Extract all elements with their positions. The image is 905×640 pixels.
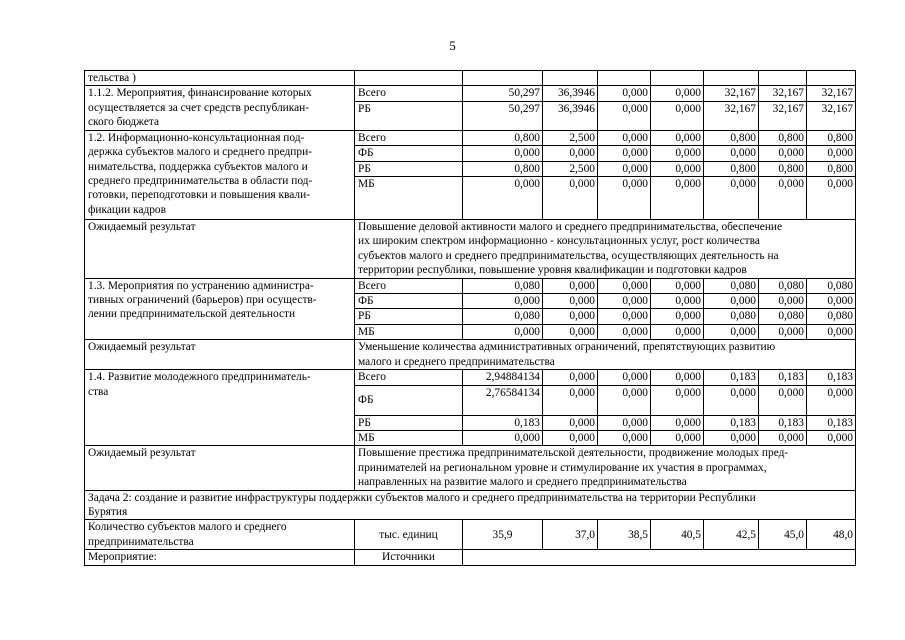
value-cell: 0,000 bbox=[598, 430, 651, 445]
value-cell: 0,000 bbox=[651, 415, 704, 430]
value-cell: 2,76584134 bbox=[463, 385, 543, 415]
unit-cell: тыс. единиц bbox=[355, 520, 463, 550]
value-cell: 0,000 bbox=[651, 385, 704, 415]
value-cell: 0,000 bbox=[704, 146, 759, 161]
value-cell: 0,000 bbox=[463, 177, 543, 220]
value-cell: 50,297 bbox=[463, 101, 543, 130]
source-cell: МБ bbox=[355, 177, 463, 220]
value-cell: 0,000 bbox=[759, 177, 807, 220]
row-label: тельства ) bbox=[85, 71, 355, 86]
value-cell: 0,000 bbox=[704, 294, 759, 309]
value-cell: 0,000 bbox=[807, 430, 856, 445]
source-cell: Всего bbox=[355, 86, 463, 101]
source-cell: МБ bbox=[355, 324, 463, 339]
value-cell: 0,080 bbox=[807, 309, 856, 324]
table-row bbox=[85, 71, 856, 86]
value-cell: 0,000 bbox=[651, 161, 704, 176]
value-cell: 0,000 bbox=[463, 294, 543, 309]
expected-text: Повышение престижа предпринимательской деятельности, продвижение молодых пред- принимателей на региональном уровне и стимулирование их участия в программах, направленных на развитие малого и среднего предпринимательства bbox=[355, 446, 856, 490]
source-cell: МБ bbox=[355, 430, 463, 445]
indicator-label: Количество субъектов малого и среднего предпринимательства bbox=[85, 520, 355, 550]
row-label: 1.1.2. Мероприятия, финансирование которых осуществляется за счет средств республикан- ского бюджета bbox=[85, 86, 355, 130]
value-cell: 0,000 bbox=[704, 324, 759, 339]
value-cell: 0,800 bbox=[759, 161, 807, 176]
value-cell: 0,000 bbox=[543, 278, 598, 293]
source-cell: РБ bbox=[355, 309, 463, 324]
expected-label: Ожидаемый результат bbox=[85, 220, 355, 279]
value-cell: 0,000 bbox=[543, 370, 598, 385]
value-cell: 0,000 bbox=[598, 161, 651, 176]
value-cell: 0,000 bbox=[543, 430, 598, 445]
value-cell: 0,080 bbox=[759, 309, 807, 324]
value-cell: 0,000 bbox=[651, 101, 704, 130]
source-cell: ФБ bbox=[355, 385, 463, 415]
value-cell: 0,000 bbox=[543, 294, 598, 309]
table-row bbox=[85, 490, 856, 520]
value-cell: 36,3946 bbox=[543, 101, 598, 130]
value-cell: 0,000 bbox=[598, 177, 651, 220]
value-cell: 32,167 bbox=[807, 86, 856, 101]
value-cell: 0,000 bbox=[463, 430, 543, 445]
value-cell: 0,000 bbox=[807, 294, 856, 309]
table-row bbox=[85, 130, 856, 145]
value-cell: 0,080 bbox=[463, 278, 543, 293]
table-row bbox=[85, 446, 856, 490]
value-cell: 0,000 bbox=[598, 324, 651, 339]
value-cell: 0,000 bbox=[598, 294, 651, 309]
value-cell: 0,000 bbox=[651, 324, 704, 339]
value-cell: 0,183 bbox=[704, 415, 759, 430]
source-cell: Всего bbox=[355, 278, 463, 293]
value-cell: 32,167 bbox=[759, 101, 807, 130]
value-cell: 0,080 bbox=[704, 309, 759, 324]
value-cell: 32,167 bbox=[807, 101, 856, 130]
value-cell: 0,800 bbox=[807, 130, 856, 145]
value-cell: 0,000 bbox=[651, 294, 704, 309]
value-cell: 0,000 bbox=[463, 146, 543, 161]
value-cell: 0,000 bbox=[598, 86, 651, 101]
value-cell: 36,3946 bbox=[543, 86, 598, 101]
value-cell: 42,5 bbox=[704, 520, 759, 550]
expected-text: Уменьшение количества административных ограничений, препятствующих развитию малого и среднего предпринимательства bbox=[355, 340, 856, 370]
value-cell: 0,183 bbox=[807, 370, 856, 385]
value-cell: 0,800 bbox=[704, 130, 759, 145]
value-cell: 0,000 bbox=[543, 415, 598, 430]
source-cell: РБ bbox=[355, 415, 463, 430]
value-cell: 0,000 bbox=[651, 130, 704, 145]
value-cell: 0,000 bbox=[704, 177, 759, 220]
value-cell: 0,000 bbox=[543, 385, 598, 415]
value-cell: 0,000 bbox=[759, 430, 807, 445]
value-cell: 0,183 bbox=[759, 415, 807, 430]
value-cell: 0,000 bbox=[759, 294, 807, 309]
value-cell: 50,297 bbox=[463, 86, 543, 101]
value-cell: 0,800 bbox=[463, 161, 543, 176]
value-cell: 0,000 bbox=[543, 309, 598, 324]
row-label: 1.2. Информационно-консультационная под- держка субъектов малого и среднего предпри- нимательства, поддержка субъектов малого и среднего предпринимательства в области под- готовки, переподготовки и повышения квали- фикации кадров bbox=[85, 130, 355, 219]
value-cell: 0,800 bbox=[463, 130, 543, 145]
value-cell: 0,000 bbox=[759, 324, 807, 339]
expected-label: Ожидаемый результат bbox=[85, 340, 355, 370]
value-cell: 32,167 bbox=[759, 86, 807, 101]
value-cell: 37,0 bbox=[543, 520, 598, 550]
program-table bbox=[84, 70, 856, 566]
value-cell: 0,000 bbox=[807, 177, 856, 220]
value-cell: 0,000 bbox=[598, 415, 651, 430]
value-cell: 0,000 bbox=[598, 309, 651, 324]
value-cell: 0,183 bbox=[759, 370, 807, 385]
value-cell: 0,000 bbox=[651, 86, 704, 101]
value-cell: 32,167 bbox=[704, 101, 759, 130]
source-cell: ФБ bbox=[355, 146, 463, 161]
source-cell: Всего bbox=[355, 130, 463, 145]
value-cell: 32,167 bbox=[704, 86, 759, 101]
source-cell: РБ bbox=[355, 101, 463, 130]
value-cell: 0,000 bbox=[651, 177, 704, 220]
value-cell: 0,080 bbox=[463, 309, 543, 324]
table-row bbox=[85, 220, 856, 279]
value-cell: 0,800 bbox=[759, 130, 807, 145]
value-cell: 0,080 bbox=[704, 278, 759, 293]
value-cell: 0,000 bbox=[598, 146, 651, 161]
value-cell: 0,000 bbox=[651, 278, 704, 293]
value-cell: 0,000 bbox=[598, 278, 651, 293]
value-cell: 0,000 bbox=[651, 309, 704, 324]
source-cell: ФБ bbox=[355, 294, 463, 309]
value-cell: 0,000 bbox=[651, 370, 704, 385]
value-cell: 0,800 bbox=[704, 161, 759, 176]
expected-label: Ожидаемый результат bbox=[85, 446, 355, 490]
value-cell: 38,5 bbox=[598, 520, 651, 550]
task-heading: Задача 2: создание и развитие инфраструктуры поддержки субъектов малого и среднего предпринимательства на территории Республики Бурятия bbox=[85, 490, 856, 520]
value-cell: 0,000 bbox=[598, 101, 651, 130]
table-row bbox=[85, 86, 856, 101]
source-cell: РБ bbox=[355, 161, 463, 176]
value-cell: 0,183 bbox=[463, 415, 543, 430]
table-row bbox=[85, 370, 856, 385]
value-cell: 0,000 bbox=[543, 146, 598, 161]
value-cell: 2,500 bbox=[543, 130, 598, 145]
value-cell: 0,000 bbox=[704, 430, 759, 445]
value-cell: 2,500 bbox=[543, 161, 598, 176]
value-cell: 0,000 bbox=[651, 146, 704, 161]
row-label: Мероприятие: bbox=[85, 550, 355, 565]
value-cell: 0,000 bbox=[759, 146, 807, 161]
value-cell: 0,000 bbox=[651, 430, 704, 445]
value-cell: 0,000 bbox=[759, 385, 807, 415]
table-row bbox=[85, 340, 856, 370]
value-cell: 0,000 bbox=[598, 130, 651, 145]
table-row bbox=[85, 278, 856, 293]
value-cell: 40,5 bbox=[651, 520, 704, 550]
table-row bbox=[85, 550, 856, 565]
value-cell: 0,000 bbox=[598, 385, 651, 415]
page-number: 5 bbox=[449, 38, 456, 53]
value-cell: 0,183 bbox=[807, 415, 856, 430]
value-cell: 0,000 bbox=[807, 324, 856, 339]
table-row bbox=[85, 520, 856, 550]
row-label: 1.4. Развитие молодежного предприниматель- ства bbox=[85, 370, 355, 446]
value-cell: 48,0 bbox=[807, 520, 856, 550]
value-cell: 0,080 bbox=[759, 278, 807, 293]
value-cell: 45,0 bbox=[759, 520, 807, 550]
value-cell: 0,000 bbox=[598, 370, 651, 385]
value-cell: 0,000 bbox=[807, 385, 856, 415]
source-cell: Всего bbox=[355, 370, 463, 385]
expected-text: Повышение деловой активности малого и среднего предпринимательства, обеспечение их широким спектром информационно - консультационных услуг, рост количества субъектов малого и среднего предпринимательства, осуществляющих деятельность на территории республики, повышение уровня квалификации и подготовки кадров bbox=[355, 220, 856, 279]
row-label: 1.3. Мероприятия по устранению администра- тивных ограничений (барьеров) при осуществ- лении предпринимательской деятельности bbox=[85, 278, 355, 340]
value-cell: 0,000 bbox=[463, 324, 543, 339]
value-cell: 0,000 bbox=[543, 177, 598, 220]
value-cell: 2,94884134 bbox=[463, 370, 543, 385]
value-cell: 0,183 bbox=[704, 370, 759, 385]
value-cell: 0,000 bbox=[704, 385, 759, 415]
value-cell: 0,080 bbox=[807, 278, 856, 293]
value-cell: 0,000 bbox=[807, 146, 856, 161]
value-cell: 0,800 bbox=[807, 161, 856, 176]
value-cell: 0,000 bbox=[543, 324, 598, 339]
value-cell: 35,9 bbox=[463, 520, 543, 550]
source-cell: Источники bbox=[355, 550, 463, 565]
